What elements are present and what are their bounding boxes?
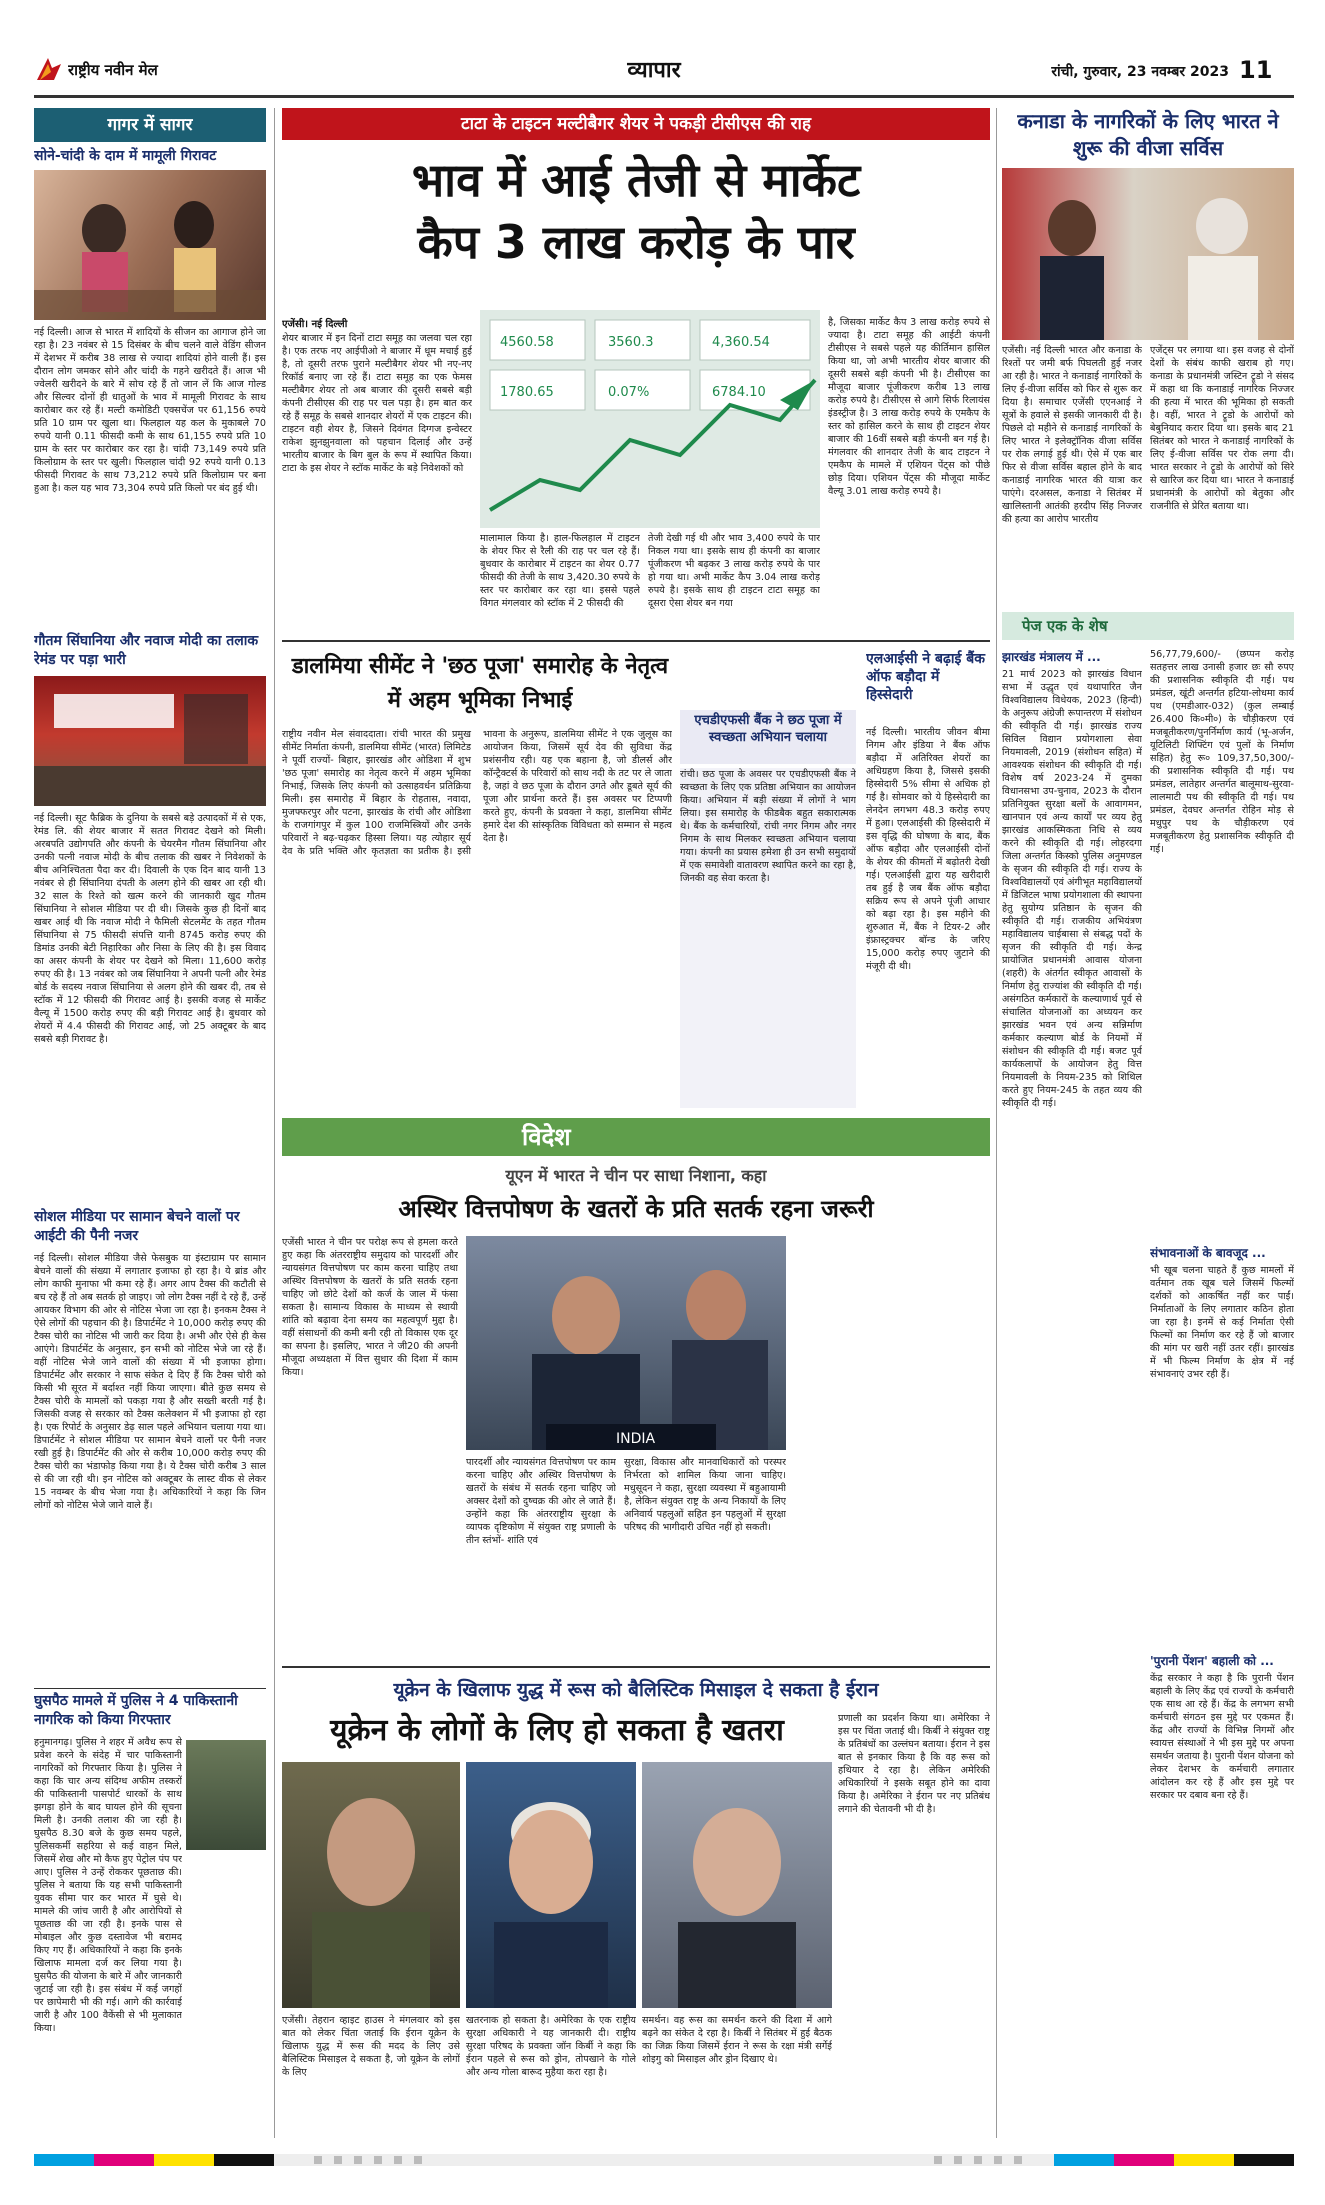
dateline: रांची, गुरुवार, 23 नवम्बर 2023 (1051, 64, 1229, 80)
section-title-videsh: विदेश (282, 1118, 990, 1156)
leaders-meeting-photo (1002, 168, 1294, 340)
left-divider (34, 1688, 266, 1689)
svg-text:INDIA: INDIA (616, 1431, 656, 1447)
ukraine-col-1: एजेंसी। तेहरान व्हाइट हाउस ने मंगलवार को इस बात को लेकर चिंता जताई कि ईरान यूक्रेन के खिलाफ युद्ध में रूस की मदद के लिए उसे बैलिस्टिक मिसाइल दे सकता है, जो यूक्रेन के लोगों के लिए (282, 2015, 460, 2078)
story-lic: नई दिल्ली। भारतीय जीवन बीमा निगम और इंडिया ने बैंक ऑफ बड़ौदा में अतिरिक्त शेयरों का अधिग्रहण किया है, जिससे इसकी हिस्सेदारी 5% सीमा से अधिक हो गई है। सोमवार को ये हिस्सेदारी का लेनदेन लगभग 48.3 करोड़ रुपए में हुआ। एलआईसी की हिस्सेदारी में इस वृद्धि की घोषणा के बाद, बैंक ऑफ बड़ौदा और एलआईसी दोनों के शेयर की कीमतों में बढ़ोतरी देखी गई। एलआईसी द्वारा यह खरीदारी तब हुई है जब बैंक ऑफ बड़ौदा सक्रिय रूप से अपने पूंजी आधार को बढ़ा रहा है। इस महीने की शुरुआत में, बैंक ने टियर-2 और इंफ्रास्ट्रक्चर बॉन्ड के जरिए 15,000 करोड़ रुपए जुटाने की मंजूरी दी थी। (866, 727, 990, 972)
printer-color-bar (34, 2150, 1294, 2170)
svg-text:4,360.54: 4,360.54 (712, 335, 770, 350)
headline-canada: कनाडा के नागरिकों के लिए भारत ने शुरू की वीजा सर्विस (1017, 109, 1279, 160)
titan-col-3: तेजी देखी गई थी और भाव 3,400 रुपये के पार निकल गया था। इसके साथ ही कंपनी का बाजार पूंजीकरण भी बढ़कर 3 लाख करोड़ रुपये के पार हो गया था। अभी मार्केट कैप 3.04 लाख करोड़ रुपये है। इसके साथ ही टाइटन टाटा समूह का दूसरा ऐसा शेयर बन गया (648, 533, 820, 609)
headline-infiltration: घुसपैठ मामले में पुलिस ने 4 पाकिस्तानी नागरिक को किया गिरफ्तार (34, 1693, 238, 1728)
stock-market-chart-photo (480, 310, 820, 528)
un-col-3: सुरक्षा, विकास और मानवाधिकारों को परस्पर निर्भरता को शामिल किया जाना चाहिए। मधुसूदन ने कहा, सुरक्षा व्यवस्था में बहुआयामी है, लेकिन संयुक्त राष्ट्र के अन्य निकायों के लिए अनिवार्य पहलुओं सहित इन पहलुओं में सुरक्षा परिषद की भागीदारी उचित नहीं हो सकती। (624, 1457, 786, 1533)
police-photo (186, 1740, 266, 1850)
kicker-titan: टाटा के टाइटन मल्टीबैगर शेयर ने पकड़ी टीसीएस की राह (282, 108, 990, 140)
un-col-2: पारदर्शी और न्यायसंगत वित्तपोषण पर काम करना चाहिए और अस्थिर वित्तपोषण के खतरों के संबंध में सतर्क रहना चाहिए जो अक्सर देशों को दुष्चक्र की ओर ले जाते हैं। उन्होंने कहा कि अंतरराष्ट्रीय सुरक्षा के व्यापक दृष्टिकोण में संयुक्त राष्ट्र प्रणाली के तीन स्तंभों- शांति एवं (466, 1457, 616, 1546)
newspaper-logo-icon (34, 54, 64, 84)
titan-col-1: शेयर बाजार में इन दिनों टाटा समूह का जलवा चल रहा है। एक तरफ नए आईपीओ ने बाजार में धूम मचाई हुई है, तो दूसरी तरफ पुराने मल्टीबैगर शेयर भी नए-नए रिकॉर्ड बनाए जा रहे हैं। टाटा समूह का एक फेमस मल्टीबैगर शेयर तो अब बाजार की दूसरी सबसे बड़ी कंपनी टीसीएस की राह पर चल पड़ा है। हम बात कर रहे हैं समूह के सबसे शानदार शेयरों में एक टाइटन की। टाइटन वही शेयर है, जिसने दिवंगत दिग्गज इन्वेस्टर राकेश झुनझुनवाला को पहचान दिलाई और उन्हें भारतीय बाजार के बिग बुल के रूप में स्थापित किया। टाटा के इस शेयर ने स्टॉक मार्केट के बड़े निवेशकों को (282, 333, 472, 474)
svg-text:4560.58: 4560.58 (500, 335, 554, 350)
continued-col-2b: भी खूब चलना चाहते हैं कुछ मामलों में वर्तमान तक खूब चले जिसमें फिल्मों दर्शकों को आकर्षित नहीं कर पाईं। निर्माताओं के लिए लगातार कठिन होता जा रहा है। इनमें से कई निर्माता ऐसी फिल्मों का निर्माण कर रहे हैं जो बाजार की मांग पर खरी नहीं उतर रहीं। झारखंड में भी फिल्म निर्माण के क्षेत्र में नई संभावनाएं उभर रही हैं। (1150, 1265, 1294, 1380)
raymond-store-photo (34, 676, 266, 806)
continued-col-2: 56,77,79,600/- (छप्पन करोड़ सतहत्तर लाख उनासी हजार छः सौ रुपए की प्रशासनिक स्वीकृति दी गई। पथ प्रमंडल, खूंटी अन्तर्गत हटिया-लोधमा कार्य पथ (एमडीआर-032) (कुल लम्बाई 26.400 कि०मी०) के चौड़ीकरण एवं मजबूतीकरण/पुनर्निर्माण कार्य (भू-अर्जन, यूटिलिटी शिफ्टिंग एवं पुलों के निर्माण सहित) हेतु रू० 109,37,50,300/- की प्रशासनिक स्वीकृति दी गई। पथ प्रमंडल, लातेहार अन्तर्गत बालूमाथ-सुरवा-लालमाटी पथ की स्वीकृति दी गई। पथ प्रमंडल, देवघर अन्तर्गत रोहिन मोड़ से मधुपुर पथ के चौड़ीकरण एवं मजबूतीकरण हेतु प्रशासनिक स्वीकृति दी गई। (1150, 649, 1294, 855)
headline-raymond: गौतम सिंघानिया और नवाज मोदी का तलाक रेमंड पर पड़ा भारी (34, 633, 259, 668)
svg-text:3560.3: 3560.3 (608, 335, 654, 350)
section-title-continued: पेज एक के शेष (1002, 612, 1294, 640)
canada-col-1: एजेंसी। नई दिल्ली भारत और कनाडा के रिश्तों पर जमी बर्फ पिघलती हुई नजर आ रही है। भारत ने कनाडाई नागरिकों के लिए ई-वीजा सर्विस को फिर से शुरू कर दिया है। समाचार एजेंसी एएनआई ने सूत्रों के हवाले से इसकी जानकारी दी है। पिछले दो महीने से कनाडाई नागरिकों के लिए भारत ने इलेक्ट्रॉनिक वीजा सर्विस पर रोक लगाई हुई थी। ऐसे में एक बार फिर से वीजा सर्विस बहाल होने के बाद कनाडाई नागरिक भारत की यात्रा कर पाएंगे। दरअसल, कनाडा ने सितंबर में खालिस्तानी आतंकी हरदीप सिंह निज्जर की हत्या का आरोप भारतीय (1002, 345, 1142, 525)
un-col-1: एजेंसी भारत ने चीन पर परोक्ष रूप से हमला करते हुए कहा कि अंतरराष्ट्रीय समुदाय को पारदर्शी और न्यायसंगत वित्तपोषण पर काम करना चाहिए तथा अस्थिर वित्तपोषण के खतरों के प्रति सतर्क रहना चाहिए जो छोटे देशों को कर्ज के जाल में फंसा सकता है। सामान्य विकास के माध्यम से स्थायी शांति को बढ़ावा देना समय का महत्वपूर्ण मुद्दा है। वहीं संसाधनों की कमी बनी रही तो विकास एक दूर का सपना है। इसलिए, भारत ने जी20 की अपनी मौजूदा अध्यक्षता में वित्त सुधार की दिशा में काम किया। (282, 1237, 458, 1378)
headline-titan-2: कैप 3 लाख करोड़ के पार (417, 215, 855, 269)
page-number: 11 (1239, 56, 1273, 84)
ukraine-col-3: समर्थन। वह रूस का समर्थन करने की दिशा में आगे बढ़ने का संकेत दे रहा है। किर्बी ने सितंबर में हुई बैठक का जिक्र किया जिसमें ईरान ने रूस के रक्षा मंत्री सर्गेई शोइगु को मिसाइल और ड्रोन दिखाए थे। (642, 2015, 832, 2065)
headline-ukraine: यूक्रेन के लोगों के लिए हो सकता है खतरा (330, 1713, 784, 1748)
byline-titan: एजेंसी। नई दिल्ली (282, 319, 348, 330)
column-rule-right (996, 108, 997, 2138)
section-title-gagar: गागर में सागर (34, 108, 266, 142)
story-social-media: नई दिल्ली। सोशल मीडिया जैसे फेसबुक या इंस्टाग्राम पर सामान बेचने वालों की संख्या में लगातार इजाफा हो रहा है। ये ब्रांड और लोग काफी मुनाफा भी कमा रहे हैं। अगर आप टैक्स की कटौती से बच रहे हैं तो अब सतर्क हो जाइए। जो लोग टैक्स नहीं दे रहे हैं, उन्हें आयकर विभाग की ओर से नोटिस भेजा जा रहा है। इनकम टैक्स ने ऐसे लोगों की पहचान की है। डिपार्टमेंट ने 10,000 करोड़ रुपए की टैक्स चोरी का नोटिस भी जारी कर दिया है। अभी और ऐसे ही केस आएंगे। डिपार्टमेंट के अनुसार, इन सभी को नोटिस भेजे जा रहे हैं। वहीं नोटिस भेजे जाने वालों की संख्या में भी इजाफा होगा। डिपार्टमेंट और सरकार ने साफ संकेत दे दिए हैं कि टैक्स चोरी को किसी भी सूरत में बर्दाश्त नहीं किया जाएगा। बीते कुछ समय से टैक्स चोरी के मामलों को पकड़ा गया है और सख्ती बरती गई है। जिसकी वजह से सरकार को टैक्स कलेक्शन में भी इजाफा हो रहा है। एक रिपोर्ट के अनुसार डेढ़ साल पहले अभियान चलाया गया था। डिपार्टमेंट ने सोशल मीडिया पर सामान बेचने वालों पर पैनी नजर रखी हुई है। डिपार्टमेंट की ओर से करीब 10,000 करोड़ रुपए की टैक्स चोरी का भंडाफोड़ किया गया है। ये टैक्स चोरी करीब 3 साल से की जा रही थी। इन नोटिस को अक्टूबर के लास्ट वीक से लेकर 15 नवम्बर के बीच भेजा गया है। अधिकारियों ने कहा कि जिन लोगों को नोटिस भेजे जाने वाले हैं। (34, 1253, 266, 1511)
titan-col-4: है, जिसका मार्केट कैप 3 लाख करोड़ रुपये से ज्यादा है। टाटा समूह की आईटी कंपनी टीसीएस ने सबसे पहले यह कीर्तिमान हासिल किया था, जो अभी भारतीय शेयर बाजार की दूसरी सबसे बड़ी कंपनी भी है। टीसीएस का मौजूदा बाजार पूंजीकरण करीब 13 लाख करोड़ रुपये है। टीसीएस से आगे सिर्फ रिलायंस इंडस्ट्रीज है। 3 लाख करोड़ रुपये के एमकैप के स्तर को हासिल करने के साथ ही टाइटन शेयर बाजार की 16वीं सबसे बड़ी कंपनी बन गई है। मंगलवार की शानदार तेजी के बाद टाइटन ने एमकैप के मामले में एशियन पेंट्स को पीछे छोड़ दिया। एशियन पेंट्स की मौजूदा मार्केट वैल्यू 3.01 लाख करोड़ रुपये है। (828, 317, 990, 497)
ukraine-col-4: प्रणाली का प्रदर्शन किया था। अमेरिका ने इस पर चिंता जताई थी। किर्बी ने संयुक्त राष्ट्र के प्रतिबंधों का उल्लंघन बताया। ईरान ने इस बात से इनकार किया है कि वह रूस को हथियार दे रहा है। लेकिन अमेरिकी अधिकारियों ने इसके सबूत होने का दावा किया है। अमेरिका ने ईरान पर नए प्रतिबंध लगाने की चेतावनी भी दी है। (838, 1713, 990, 1815)
continued-col-1: 21 मार्च 2023 को झारखंड विधान सभा में उद्धृत एवं यथापारित जैन विश्वविद्यालय विधेयक, 2023 (हिन्दी) के अनुरूप अंग्रेजी रूपान्तरण में संशोधन की स्वीकृति दी गई। झारखंड राज्य सिविल विद्यान प्रयोगशाला सेवा नियमावली, 2019 (संशोधन सहित) में आवश्यक संशोधन की स्वीकृति दी गई। विशेष वर्ष 2023-24 में दुमका विधानसभा उप-चुनाव, 2023 के दौरान प्रतिनियुक्त सुरक्षा बलों के आवागमन, खानपान एवं अन्य कार्यों पर व्यय हेतु झारखंड आकस्मिकता निधि से व्यय करने की स्वीकृति दी गई। लोहरदगा जिला अन्तर्गत किस्को पुलिस अनुमण्डल के सृजन की स्वीकृति दी गई। राज्य के विश्वविद्यालयों एवं अंगीभूत महाविद्यालयों में डिजिटल भाषा प्रयोगशाला की स्थापना हेतु सुयोग्य प्रतिष्ठान के सृजन की स्वीकृति दी गई। राजकीय अभियंत्रण महाविद्यालय चाईबासा से संबद्ध पदों के सृजन की स्वीकृति दी गई। केन्द्र प्रायोजित प्रधानमंत्री आवास योजना (शहरी) के अंतर्गत स्वीकृत आवासों के निर्माण हेतु राज्यांश की स्वीकृति दी गई। असंगठित कर्मकारों के कल्याणार्थ पूर्व से संचालित योजनाओं का अध्ययन कर झारखंड भवन एवं अन्य सन्निर्माण कर्मकार कल्याण बोर्ड के नियमों में संशोधन की स्वीकृति दी गई। बजट पूर्व कार्यकलापों के आयोजन हेतु वित्त नियमावली के नियम-235 को शिथिल करते हुए नियम-245 के तहत व्यय की स्वीकृति दी गई। (1002, 669, 1142, 1109)
kicker-un: यूएन में भारत ने चीन पर साधा निशाना, कहा (505, 1166, 767, 1185)
headline-social-media: सोशल मीडिया पर सामान बेचने वालों पर आईटी की पैनी नजर (34, 1209, 240, 1244)
story-raymond: नई दिल्ली। सूट फैब्रिक के दुनिया के सबसे बड़े उत्पादकों में से एक, रेमंड लि. की शेयर बाजार में सतत गिरावट देखने को मिली। अरबपति उद्योगपति और कंपनी के चेयरमैन गौतम सिंघानिया और उनकी पत्नी नवाज मोदी के बीच तलाक की खबर ने निवेशकों के बीच अनिश्चितता पैदा कर दी। दिवाली के एक दिन बाद यानी 13 नवंबर से ही सिंघानिया दंपती के अलग होने की खबर आ रही थी। 32 साल के रिश्ते को खत्म करने की जानकारी खुद गौतम सिंघानिया ने सोशल मीडिया पर दी थी। जिसके कुछ ही दिनों बाद खबर आई थी कि नवाज मोदी ने फैमिली सेटलमेंट के तहत गौतम सिंघानिया से 75 फीसदी संपत्ति यानी 8745 करोड़ रुपए की डिमांड उनकी बेटी निहारिका और निसा के लिए की है। इस विवाद का असर कंपनी के शेयर पर देखने को मिला। 11,600 करोड़ रुपए की है। 13 नवंबर को जब सिंघानिया ने अपनी पत्नी और रेमंड बोर्ड के सदस्य नवाज सिंघानिया से अलग होने की खबर दी, तब से स्टॉक में 12 फीसदी की गिरावट आई है। इसकी वजह से मार्केट वैल्यू में 1500 करोड़ रुपए की बड़ी गिरावट आई है। बुधवार को शेयरों में 4.4 फीसदी की गिरावट आई, जो 25 अक्टूबर के बाद सबसे बड़ी गिरावट है। (34, 813, 266, 1045)
svg-text:1780.65: 1780.65 (500, 385, 554, 400)
titan-col-2: मालामाल किया है। हाल-फिलहाल में टाइटन के शेयर फिर से रैली की राह पर चल रहे हैं। बुधवार के कारोबार में टाइटन का शेयर 0.77 फीसदी की तेजी के साथ 3,420.30 रुपये के स्तर पर कारोबार कर रहा था। इससे पहले विगत मंगलवार को स्टॉक में 2 फीसदी की (480, 533, 640, 609)
newspaper-logo-text: राष्ट्रीय नवीन मेल (68, 61, 158, 79)
section-name: व्यापार (627, 58, 681, 83)
headline-gold-silver: सोने-चांदी के दाम में मामूली गिरावट (34, 148, 217, 164)
story-infiltration: हनुमानगढ़। पुलिस ने शहर में अवैध रूप से प्रवेश करने के संदेह में चार पाकिस्तानी नागरिकों को गिरफ्तार किया है। पुलिस ने कहा कि चार अन्य संदिग्ध अफीम तस्करों की पाकिस्तानी पासपोर्ट धारकों के साथ झगड़ा होने के बाद घायल होने की सूचना मिली है। उनकी तलाश की जा रही है। घुसपैठ 8.30 बजे के कुछ समय पहले, पुलिसकर्मी सहरिया से कई वाहन मिले, जिसमें शेख और मो कैफ हुए पेट्रोल पंप पर आए। पुलिस ने उन्हें रोककर पूछताछ की। पुलिस ने बताया कि यह सभी पाकिस्तानी युवक सीमा पार कर भारत में घुसे थे। मामले की जांच जारी है और आरोपियों से पूछताछ की जा रही है। इनके पास से मोबाइल और कुछ दस्तावेज भी बरामद किए गए हैं। अधिकारियों ने कहा कि इनके खिलाफ मामला दर्ज कर लिया गया है। घुसपैठ की योजना के बारे में और जानकारी जुटाई जा रही है। इस संबंध में कई जगहों पर छापेमारी भी की गई। आगे की कार्रवाई जारी है और 100 वैकेंसी से भी मुलाकात किया। (34, 1737, 182, 2034)
biden-photo (466, 1762, 636, 2008)
continued-col-2c: केंद्र सरकार ने कहा है कि पुरानी पेंशन बहाली के लिए केंद्र एवं राज्यों के कर्मचारी एक साथ आ रहे हैं। केंद्र के लगभग सभी कर्मचारी संगठन इस मुद्दे पर एकमत हैं। केंद्र और राज्यों के विभिन्न निगमों और स्वायत्त संस्थाओं ने भी इस मुद्दे पर अपना समर्थन जताया है। पुरानी पेंशन योजना को लेकर देशभर के कर्मचारी लगातार आंदोलन कर रहे हैं और इस मुद्दे पर सरकार पर दबाव बना रहे हैं। (1150, 1673, 1294, 1801)
jewelry-shop-photo (34, 170, 266, 320)
story-hdfc: रांची। छठ पूजा के अवसर पर एचडीएफसी बैंक ने स्वच्छता के लिए एक प्रतिष्ठा अभियान का आयोजन किया। अभियान में बड़ी संख्या में लोगों ने भाग लिया। इस समारोह के फीडबैक बहुत सकारात्मक थे। बैंक के कर्मचारियों, रांची नगर निगम और नगर निगम के साथ मिलकर स्वच्छता अभियान चलाया गया। कंपनी का प्रयास हमेशा ही उन सभी समुदायों में एक समावेशी वातावरण स्थापित करने का रहा है, जिनकी वह सेवा करता है। (680, 768, 856, 1108)
headline-lic: एलआईसी ने बढ़ाई बैंक ऑफ बड़ौदा में हिस्सेदारी (866, 651, 986, 703)
putin-photo (642, 1762, 832, 2008)
headline-titan-1: भाव में आई तेजी से मार्केट (411, 153, 861, 207)
story-gold-silver: नई दिल्ली। आज से भारत में शादियों के सीजन का आगाज होने जा रहा है। 23 नवंबर से 15 दिसंबर के बीच चलने वाले वेडिंग सीजन में देशभर में करीब 38 लाख से ज्यादा शादियां होने वाली हैं। इस दौरान लोग जमकर सोने और चांदी के गहने खरीदते हैं। आज भी ज्वेलरी खरीदने के बारे में सोच रहे हैं तो जान लें कि आज गोल्ड और सिल्वर दोनों ही धातुओं के भाव में मामूली गिरावट के साथ कारोबार कर रहे हैं। मल्टी कमोडिटी एक्सचेंज पर 61,156 रुपये प्रति 10 ग्राम पर खुला था। फिलहाल यह कल के मुकाबले 70 रुपये यानी 0.11 फीसदी कमी के साथ 61,155 रुपये प्रति 10 ग्राम के स्तर पर कारोबार कर रहा है। चांदी 73,149 रुपये प्रति किलोग्राम के स्तर पर खुली। फिलहाल चांदी 92 रुपये यानी 0.13 फीसदी गिरावट के साथ 73,212 रुपये प्रति किलोग्राम पर बना हुआ है। कल यह भाव 73,304 रुपये प्रति किलो पर बंद हुई थी। (34, 327, 266, 494)
subhead-old-pension: 'पुरानी पेंशन' बहाली को ... (1150, 1654, 1274, 1668)
svg-text:6784.10: 6784.10 (712, 385, 766, 400)
headline-dalmia: डालमिया सीमेंट ने 'छठ पूजा' समारोह के नेतृत्व में अहम भूमिका निभाई (291, 654, 669, 713)
ukraine-divider (282, 1666, 990, 1668)
column-rule-left (274, 108, 275, 2138)
un-diplomat-photo (466, 1236, 786, 1450)
headline-un: अस्थिर वित्तपोषण के खतरों के प्रति सतर्क रहना जरूरी (398, 1195, 874, 1223)
masthead-rule (34, 95, 1294, 98)
center-divider (282, 640, 990, 642)
kicker-ukraine: यूक्रेन के खिलाफ युद्ध में रूस को बैलिस्टिक मिसाइल दे सकता है ईरान (393, 1679, 879, 1701)
story-dalmia: राष्ट्रीय नवीन मेल संवाददाता। रांची भारत की प्रमुख सीमेंट निर्माता कंपनी, डालमिया सीमेंट (भारत) लिमिटेड ने पूर्वी राज्यों- बिहार, झारखंड और ओडिशा में शुभ 'छठ पूजा' समारोह का नेतृत्व करने में अहम भूमिका निभाई, जिसके लिए कंपनी को उत्साहवर्धन प्रतिक्रिया मिली। इस समारोह में बिहार के रोहतास, नवादा, मुजफ्फरपुर और पटना, झारखंड के रांची और ओडिशा के राजगांगपुर में कुल 100 राजमिस्त्रियों और उनके परिवारों ने बढ़-चढ़कर हिस्सा लिया। यह त्योहार सूर्य देव के प्रति भक्ति और कृतज्ञता का प्रतीक है। इसी भावना के अनुरूप, डालमिया सीमेंट ने एक जुलूस का आयोजन किया, जिसमें सूर्य देव की सुविधा केंद्र प्रशंसनीय रही। यह एक बहाना है, जो डीलर्स और कॉन्ट्रैक्टर्स के परिवारों को साथ नदी के तट पर ले जाता है, जहां वे छठ पूजा के दौरान उगते और डूबते सूर्य की पूजा और प्रार्थना करते हैं। इस अवसर पर टिप्पणी करते हुए, कंपनी के प्रवक्ता ने कहा, डालमिया सीमेंट हमारे देश की सांस्कृतिक विविधता को सम्मान से महत्व देता है। (282, 729, 672, 857)
svg-text:0.07%: 0.07% (608, 385, 650, 400)
masthead (34, 48, 1294, 98)
headline-hdfc: एचडीएफसी बैंक ने छठ पूजा में स्वच्छता अभियान चलाया (680, 710, 856, 764)
canada-col-2: एजेंट्स पर लगाया था। इस वजह से दोनों देशों के संबंध काफी खराब हो गए। कनाडा के प्रधानमंत्री जस्टिन ट्रूडो ने संसद में कहा था कि कनाडाई नागरिक निज्जर की हत्या में भारत की भूमिका हो सकती है। वहीं, भारत ने ट्रूडो के आरोपों को बेबुनियाद करार दिया था। इसके बाद 21 सितंबर को भारत ने कनाडाई नागरिकों के लिए ई-वीजा सर्विस पर रोक लगा दी। भारत सरकार ने ट्रूडो के आरोपों को सिरे से खारिज कर दिया था। भारत ने कनाडाई प्रधानमंत्री के आरोपों को बेतुका और राजनीति से प्रेरित बताया था। (1150, 345, 1294, 512)
subhead-possibilities: संभावनाओं के बावजूद ... (1150, 1246, 1266, 1260)
zelensky-photo (282, 1762, 460, 2008)
subhead-jharkhand-cabinet: झारखंड मंत्रालय में ... (1002, 650, 1101, 664)
ukraine-col-2: खतरनाक हो सकता है। अमेरिका के एक राष्ट्रीय सुरक्षा अधिकारी ने यह जानकारी दी। राष्ट्रीय सुरक्षा परिषद के प्रवक्ता जॉन किर्बी ने कहा कि ईरान पहले से रूस को ड्रोन, तोपखाने के गोले और अन्य गोला बारूद मुहैया करा रहा है। (466, 2015, 636, 2078)
